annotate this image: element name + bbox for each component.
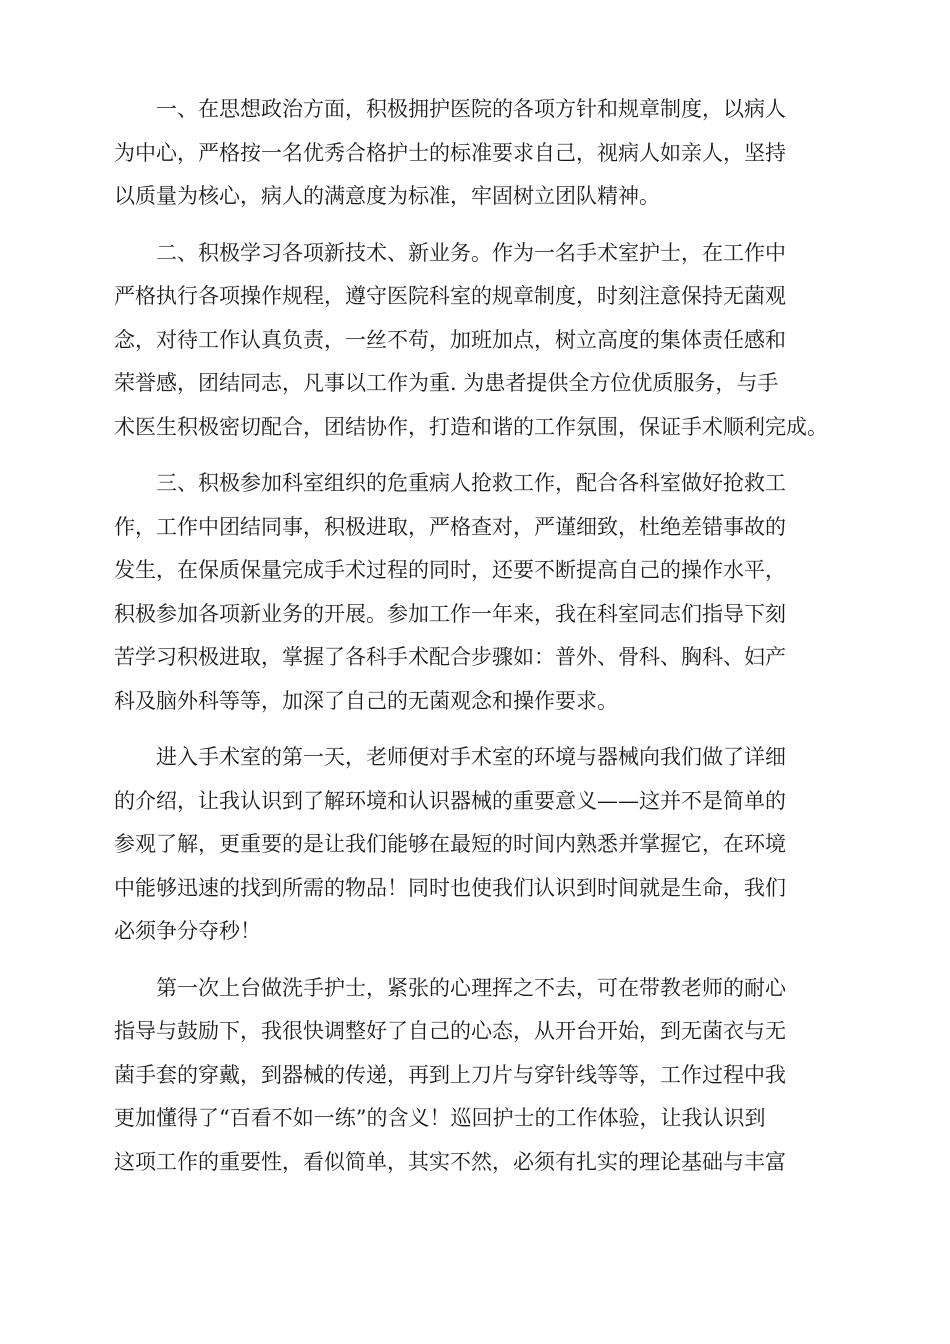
text-line: 指导与鼓励下，我很快调整好了自己的心态，从开台开始，到无菌衣与无 (114, 1019, 786, 1043)
text-line: 必须争分夺秒！ (114, 919, 261, 943)
paragraph-2 (114, 232, 836, 450)
text-line: 进入手术室的第一天，老师便对手术室的环境与器械向我们做了详细 (156, 745, 786, 769)
paragraph-3 (114, 462, 836, 723)
text-line: 发生，在保质保量完成手术过程的同时，还要不断提高自己的操作水平， (114, 558, 786, 582)
text-line: 积极参加各项新业务的开展。参加工作一年来，我在科室同志们指导下刻 (114, 601, 786, 626)
text-line: 第一次上台做洗手护士，紧张的心理挥之不去，可在带教老师的耐心 (156, 975, 786, 1000)
text-line: 菌手套的穿戴，到器械的传递，再到上刀片与穿针线等等，工作过程中我 (114, 1062, 786, 1087)
text-line: 二、积极学习各项新技术、新业务。作为一名手术室护士，在工作中 (156, 240, 786, 265)
text-line: 作，工作中团结同事，积极进取，严格查对，严谨细致，杜绝差错事故的 (114, 514, 786, 539)
text-line: 更加懂得了“百看不如一练”的含义！巡回护士的工作体验，让我认识到 (114, 1106, 766, 1130)
text-line: 为中心，严格按一名优秀合格护士的标准要求自己，视病人如亲人，坚持 (114, 140, 786, 165)
text-line: 荣誉感，团结同志，凡事以工作为重. 为患者提供全方位优质服务，与手 (114, 371, 779, 395)
text-line: 中能够迅速的找到所需的物品！同时也使我们认识到时间就是生命，我们 (114, 875, 786, 900)
text-line: 的介绍，让我认识到了解环境和认识器械的重要意义——这并不是简单的 (114, 788, 786, 813)
text-line: 三、积极参加科室组织的危重病人抢救工作，配合各科室做好抢救工 (156, 471, 786, 495)
text-line: 术医生积极密切配合，团结协作，打造和谐的工作氛围，保证手术顺利完成。 (114, 414, 828, 439)
document-body (114, 88, 836, 1197)
text-line: 科及脑外科等等，加深了自己的无菌观念和操作要求。 (114, 688, 618, 713)
paragraph-4 (114, 736, 836, 954)
paragraph-5 (114, 967, 836, 1185)
text-line: 以质量为核心，病人的满意度为标准，牢固树立团队精神。 (114, 184, 660, 208)
text-line: 这项工作的重要性，看似简单，其实不然，必须有扎实的理论基础与丰富 (114, 1149, 786, 1174)
paragraph-1 (114, 88, 836, 219)
text-line: 一、在思想政治方面，积极拥护医院的各项方针和规章制度，以病人 (156, 97, 786, 121)
text-line: 苦学习积极进取，掌握了各科手术配合步骤如：普外、骨科、胸科、妇产 (114, 645, 786, 669)
text-line: 参观了解，更重要的是让我们能够在最短的时间内熟悉并掌握它，在环境 (114, 832, 786, 856)
text-line: 严格执行各项操作规程，遵守医院科室的规章制度，时刻注意保持无菌观 (114, 284, 786, 308)
text-line: 念，对待工作认真负责，一丝不苟，加班加点，树立高度的集体责任感和 (114, 327, 786, 352)
